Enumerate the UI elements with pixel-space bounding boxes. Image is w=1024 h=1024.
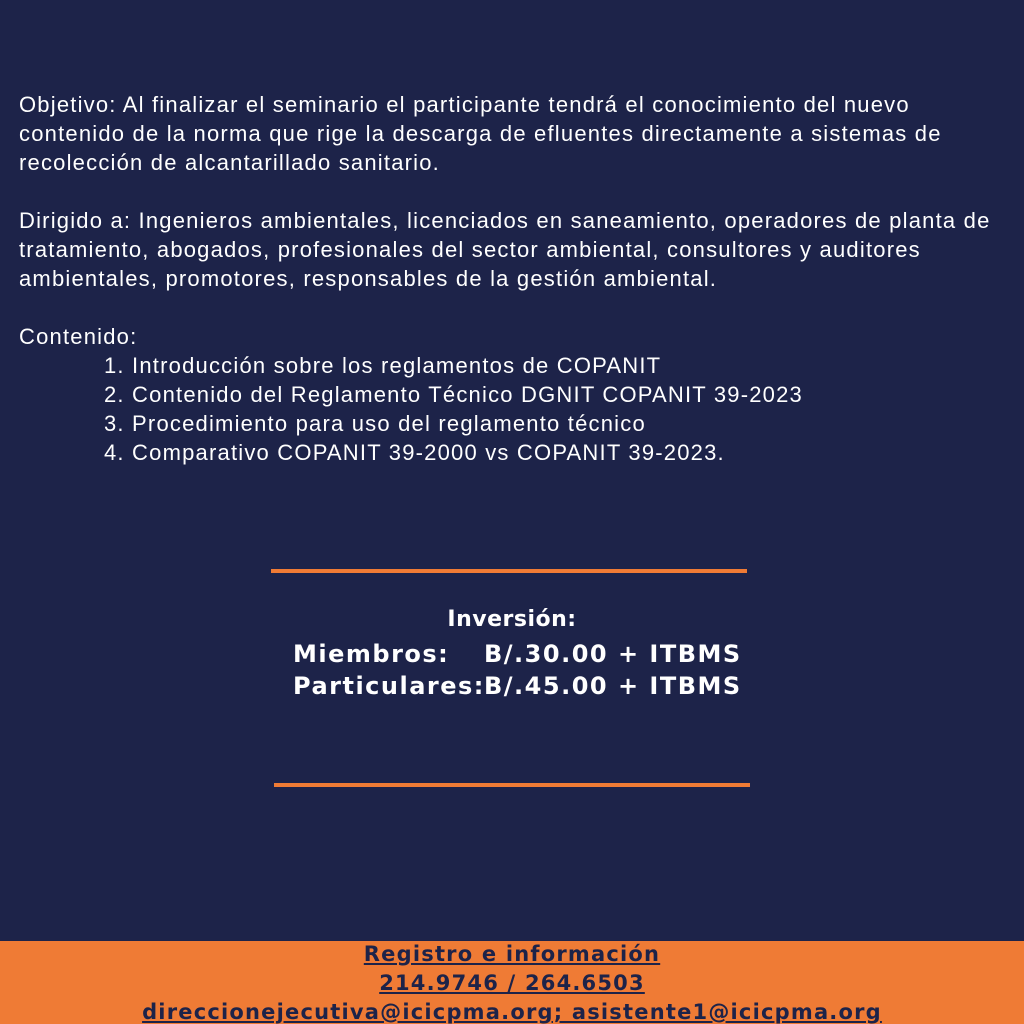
contents-item: 3. Procedimiento para uso del reglamento técnico <box>104 411 646 436</box>
individuals-label: Particulares: <box>293 672 485 700</box>
members-price-row <box>0 638 1024 670</box>
contents-item: 1. Introducción sobre los reglamentos de COPANIT <box>104 353 662 378</box>
contents-list <box>19 351 1009 467</box>
divider-top <box>271 569 747 573</box>
investment-section <box>0 602 1024 702</box>
contents-section <box>19 322 1009 467</box>
registration-heading: Registro e información <box>363 942 661 966</box>
contents-item: 4. Comparativo COPANIT 39-2000 vs COPANIT 39-2023. <box>104 440 725 465</box>
registration-footer <box>0 941 1024 1024</box>
objective-paragraph: Objetivo: Al finalizar el seminario el participante tendrá el conocimiento del nuevo contenido de la norma que rige la descarga de efluentes directamente a sistemas de recolección de alcantarillado sanitario. <box>19 92 942 175</box>
individuals-price: B/.45.00 + ITBMS <box>484 672 742 700</box>
audience-paragraph: Dirigido a: Ingenieros ambientales, licenciados en saneamiento, operadores de planta de tratamiento, abogados, profesionales del sector ambiental, consultores y auditores ambientales, promotores, responsables de la gestión ambiental. <box>19 208 991 291</box>
individuals-price-row <box>0 670 1024 702</box>
members-label: Miembros: <box>293 640 450 668</box>
members-price: B/.30.00 + ITBMS <box>484 640 742 668</box>
contents-heading: Contenido: <box>19 324 138 349</box>
email-addresses[interactable]: direccionejecutiva@icicpma.org; asistente1@icicpma.org <box>142 1000 882 1024</box>
investment-title: Inversión: <box>447 607 577 632</box>
phone-numbers[interactable]: 214.9746 / 264.6503 <box>379 971 645 995</box>
seminar-description <box>19 90 1009 467</box>
divider-bottom <box>274 783 750 787</box>
contents-item: 2. Contenido del Reglamento Técnico DGNIT COPANIT 39-2023 <box>104 382 803 407</box>
